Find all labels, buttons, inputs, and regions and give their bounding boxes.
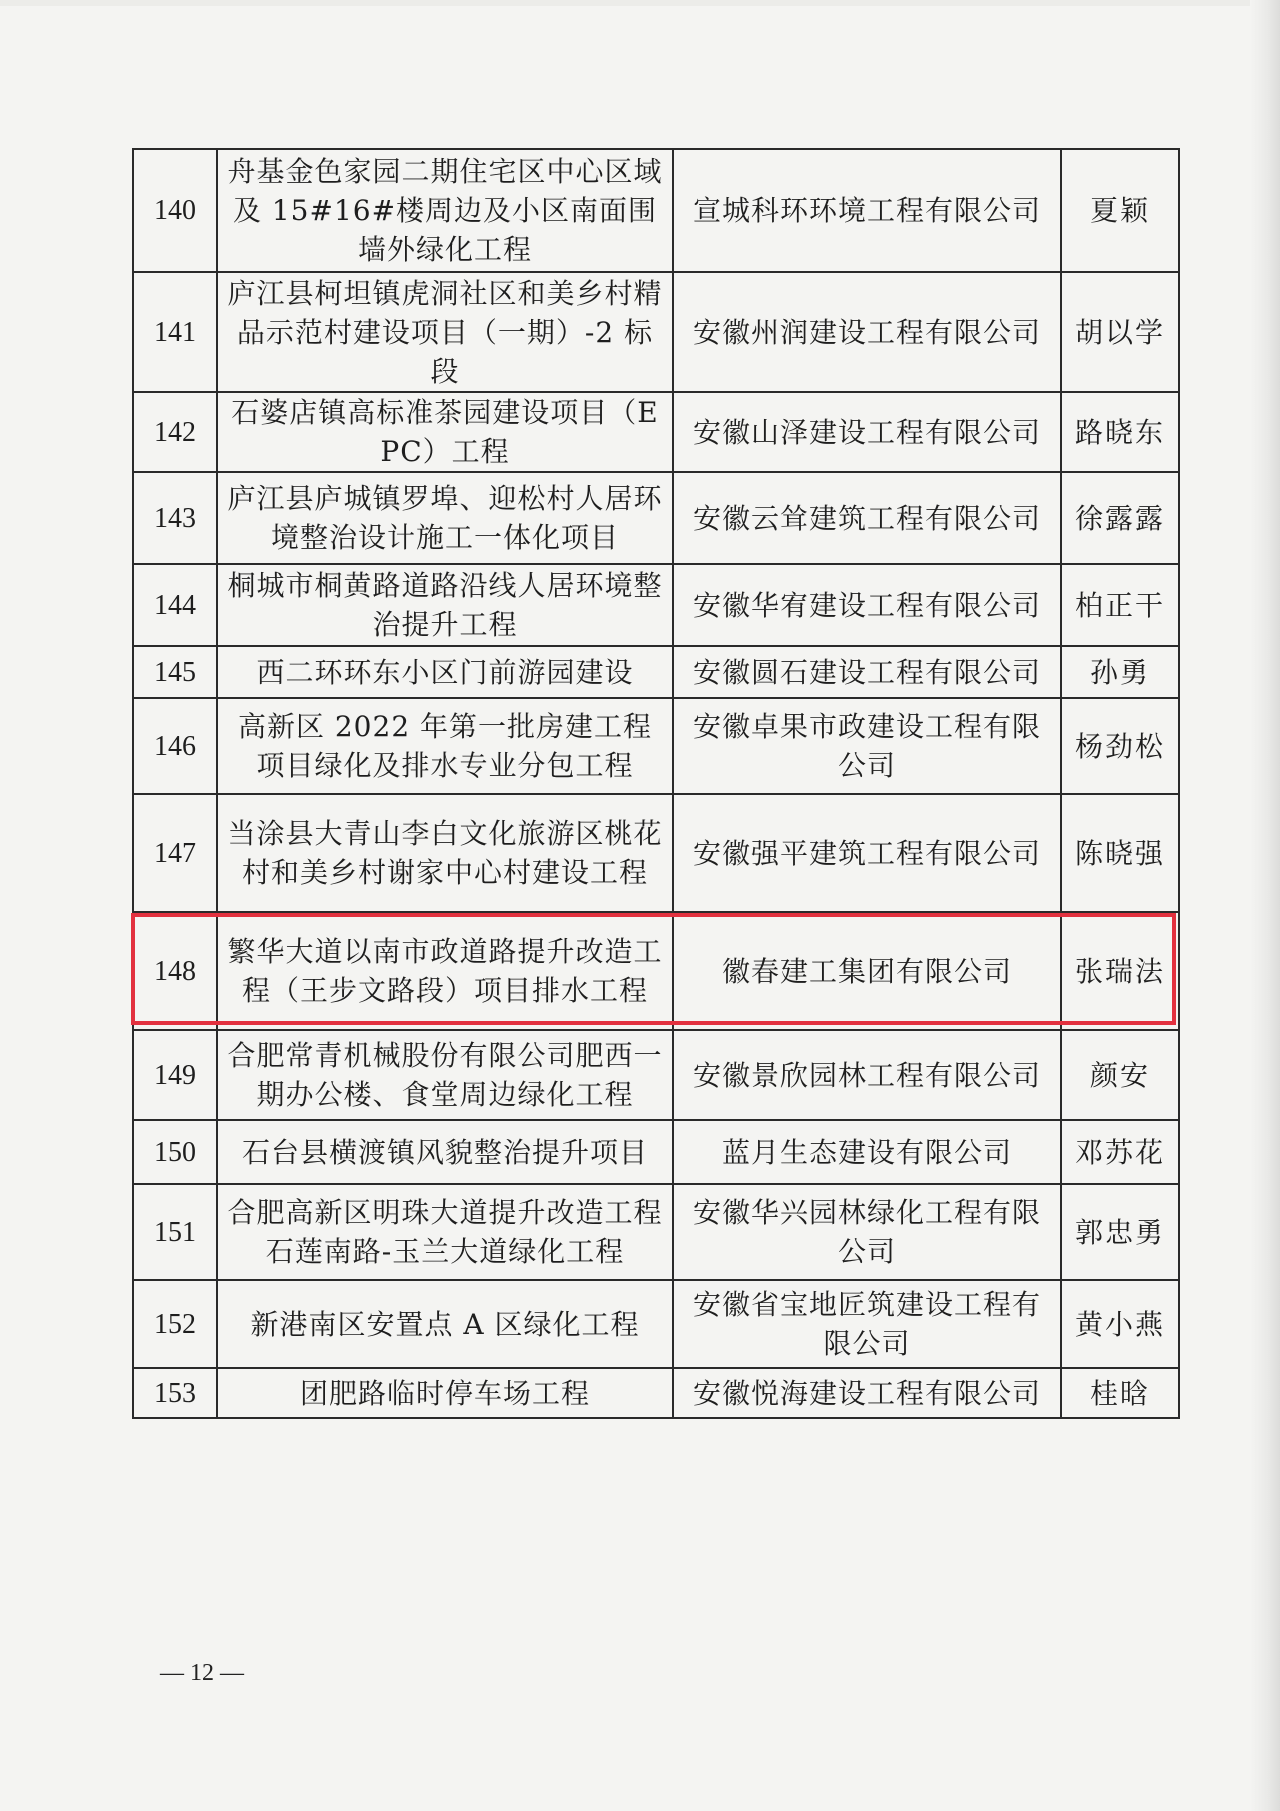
row-number: 153 (133, 1368, 217, 1418)
project-name: 桐城市桐黄路道路沿线人居环境整治提升工程 (217, 564, 673, 646)
table-row (133, 564, 1179, 646)
table-row-highlighted (133, 912, 1179, 1030)
person-name: 夏颖 (1061, 149, 1179, 272)
project-name: 当涂县大青山李白文化旅游区桃花村和美乡村谢家中心村建设工程 (217, 794, 673, 912)
company-name: 安徽悦海建设工程有限公司 (673, 1368, 1061, 1418)
company-name: 徽春建工集团有限公司 (673, 912, 1061, 1030)
project-name: 新港南区安置点 A 区绿化工程 (217, 1280, 673, 1368)
table-row (133, 646, 1179, 698)
row-number: 146 (133, 698, 217, 794)
company-name: 安徽卓果市政建设工程有限公司 (673, 698, 1061, 794)
row-number: 151 (133, 1184, 217, 1280)
row-number: 147 (133, 794, 217, 912)
project-name: 石婆店镇高标准茶园建设项目（EPC）工程 (217, 392, 673, 472)
company-name: 安徽省宝地匠筑建设工程有限公司 (673, 1280, 1061, 1368)
row-number: 148 (133, 912, 217, 1030)
records-table (132, 148, 1180, 1419)
table-row (133, 794, 1179, 912)
person-name: 陈晓强 (1061, 794, 1179, 912)
person-name: 孙勇 (1061, 646, 1179, 698)
row-number: 142 (133, 392, 217, 472)
company-name: 安徽州润建设工程有限公司 (673, 272, 1061, 392)
person-name: 柏正干 (1061, 564, 1179, 646)
company-name: 安徽圆石建设工程有限公司 (673, 646, 1061, 698)
project-name: 繁华大道以南市政道路提升改造工程（王步文路段）项目排水工程 (217, 912, 673, 1030)
company-name: 安徽华兴园林绿化工程有限公司 (673, 1184, 1061, 1280)
project-name: 高新区 2022 年第一批房建工程项目绿化及排水专业分包工程 (217, 698, 673, 794)
person-name: 路晓东 (1061, 392, 1179, 472)
table-row (133, 1280, 1179, 1368)
row-number: 143 (133, 472, 217, 564)
project-name: 合肥高新区明珠大道提升改造工程石莲南路-玉兰大道绿化工程 (217, 1184, 673, 1280)
company-name: 安徽山泽建设工程有限公司 (673, 392, 1061, 472)
row-number: 140 (133, 149, 217, 272)
project-name: 西二环环东小区门前游园建设 (217, 646, 673, 698)
scan-edge-right (1250, 0, 1280, 1811)
table-row (133, 392, 1179, 472)
table-row (133, 698, 1179, 794)
person-name: 张瑞法 (1061, 912, 1179, 1030)
company-name: 安徽华宥建设工程有限公司 (673, 564, 1061, 646)
person-name: 胡以学 (1061, 272, 1179, 392)
person-name: 颜安 (1061, 1030, 1179, 1120)
table-row (133, 149, 1179, 272)
row-number: 150 (133, 1120, 217, 1184)
page-number: — 12 — (160, 1660, 244, 1686)
table-row (133, 1030, 1179, 1120)
table-row (133, 1184, 1179, 1280)
person-name: 邓苏花 (1061, 1120, 1179, 1184)
project-name: 合肥常青机械股份有限公司肥西一期办公楼、食堂周边绿化工程 (217, 1030, 673, 1120)
scan-edge-top (0, 0, 1280, 6)
company-name: 宣城科环环境工程有限公司 (673, 149, 1061, 272)
row-number: 149 (133, 1030, 217, 1120)
company-name: 安徽景欣园林工程有限公司 (673, 1030, 1061, 1120)
row-number: 144 (133, 564, 217, 646)
person-name: 郭忠勇 (1061, 1184, 1179, 1280)
row-number: 145 (133, 646, 217, 698)
company-name: 安徽强平建筑工程有限公司 (673, 794, 1061, 912)
project-name: 团肥路临时停车场工程 (217, 1368, 673, 1418)
table-row (133, 1368, 1179, 1418)
person-name: 徐露露 (1061, 472, 1179, 564)
row-number: 141 (133, 272, 217, 392)
person-name: 桂晗 (1061, 1368, 1179, 1418)
project-name: 石台县横渡镇风貌整治提升项目 (217, 1120, 673, 1184)
table-row (133, 472, 1179, 564)
company-name: 安徽云耸建筑工程有限公司 (673, 472, 1061, 564)
project-name: 庐江县庐城镇罗埠、迎松村人居环境整治设计施工一体化项目 (217, 472, 673, 564)
person-name: 杨劲松 (1061, 698, 1179, 794)
project-name: 舟基金色家园二期住宅区中心区域及 15#16#楼周边及小区南面围墙外绿化工程 (217, 149, 673, 272)
table-row (133, 272, 1179, 392)
row-number: 152 (133, 1280, 217, 1368)
project-name: 庐江县柯坦镇虎洞社区和美乡村精品示范村建设项目（一期）-2 标段 (217, 272, 673, 392)
table-row (133, 1120, 1179, 1184)
person-name: 黄小燕 (1061, 1280, 1179, 1368)
company-name: 蓝月生态建设有限公司 (673, 1120, 1061, 1184)
